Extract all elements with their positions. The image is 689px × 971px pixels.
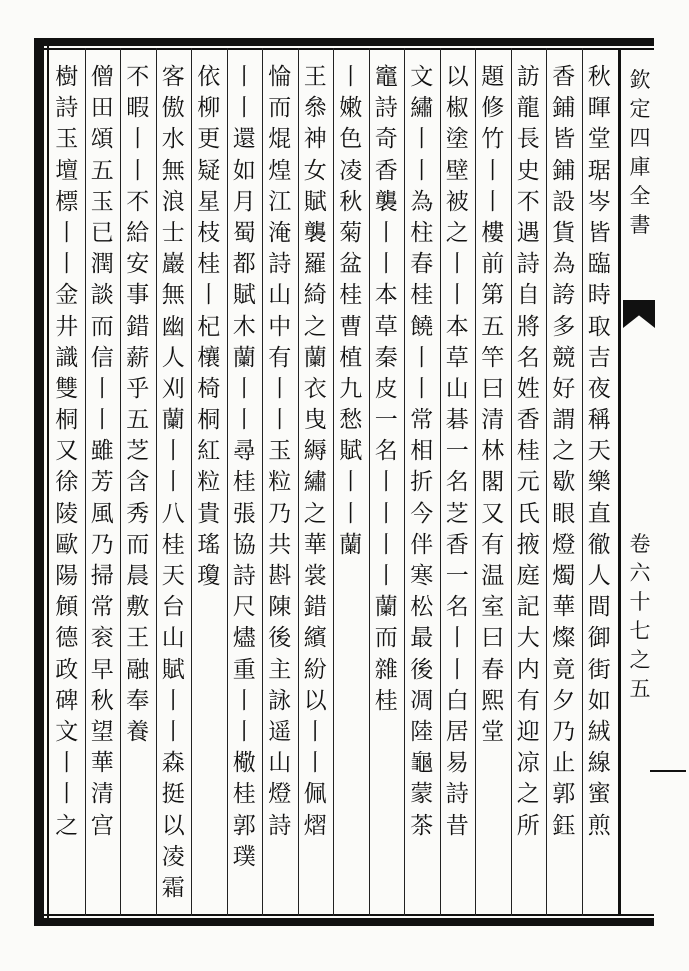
frame-bottom-border <box>34 918 654 926</box>
text-column: 樹 詩 玉 壇 標 丨 丨 金 井 識 雙 桐 又 徐 陵 歐 陽 頠 德 政 碑 文 丨 丨 之 <box>55 64 79 839</box>
text-column: 文 繡 丨 丨 為 柱 春 桂 饒 丨 丨 常 相 折 今 伴 寒 松 最 後 凋 陸 龜 蒙 茶 <box>410 64 434 839</box>
column-rule <box>333 48 334 916</box>
column-rule <box>298 48 299 916</box>
book-title: 欽 定 四 庫 全 書 <box>629 68 651 237</box>
margin-column <box>626 66 654 704</box>
text-column: 竈 詩 奇 香 襲 丨 丨 本 草 秦 皮 一 名 丨 丨 丨 丨 蘭 而 雜 桂 <box>374 64 398 714</box>
text-column: 香 鋪 皆 鋪 設 貨 為 誇 多 競 好 謂 之 歇 眼 燈 燭 華 燦 竟 夕 乃 止 郭 鈺 <box>552 64 576 839</box>
edge-mark <box>650 770 686 772</box>
text-column: 惀 而 焜 煌 江 淹 詩 山 中 有 丨 丨 玉 粒 乃 共 斟 陳 後 主 詠 遥 山 燈 詩 <box>268 64 292 839</box>
column-rule <box>262 48 263 916</box>
text-column: 僧 田 頌 五 玉 已 潤 談 而 信 丨 丨 雖 芳 風 乃 掃 常 衮 早 秋 望 華 清 宫 <box>90 64 114 839</box>
text-column: 丨 丨 還 如 月 蜀 都 賦 木 蘭 丨 丨 尋 桂 張 協 詩 尺 燼 重 丨 丨 㯳 桂 郭 璞 <box>232 64 256 870</box>
text-column: 以 椒 塗 壁 被 之 丨 丨 本 草 山 碁 一 名 芝 香 一 名 丨 丨 白 居 易 詩 昔 <box>445 64 469 839</box>
column-rule <box>369 48 370 916</box>
volume-label: 卷 六 十 七 之 五 <box>629 532 651 701</box>
column-rule <box>227 48 228 916</box>
margin-divider <box>618 50 621 916</box>
column-rule <box>156 48 157 916</box>
column-rule <box>120 48 121 916</box>
frame-top-border <box>34 38 654 46</box>
text-column: 訪 龍 長 史 不 遇 詩 自 將 名 姓 香 桂 元 氏 掖 庭 記 大 内 有 迎 凉 之 所 <box>516 64 540 839</box>
column-rule <box>582 48 583 916</box>
frame-left-inner-border <box>47 38 49 926</box>
frame-top-inner-border <box>34 48 654 50</box>
text-column: 依 柳 更 疑 星 枝 桂 丨 杞 欀 椅 桐 紅 粒 貴 瑤 瓊 <box>197 64 221 589</box>
text-column: 題 修 竹 丨 丨 樓 前 第 五 竿 曰 清 林 閣 又 有 温 室 曰 春 熙 堂 <box>481 64 505 745</box>
column-rule <box>191 48 192 916</box>
text-column: 客 傲 水 無 浪 士 巖 無 幽 人 刈 蘭 丨 丨 八 桂 天 台 山 賦 丨 丨 森 挺 以 凌 霜 <box>161 64 185 901</box>
column-rule <box>546 48 547 916</box>
column-rule <box>475 48 476 916</box>
text-column: 不 暇 丨 丨 不 給 安 事 錯 薪 乎 五 芝 含 秀 而 晨 敷 王 融 奉 養 <box>126 64 150 745</box>
text-column: 王 叅 神 女 賦 襲 羅 綺 之 蘭 衣 曳 縟 繡 之 華 裳 錯 繽 紛 以 丨 丨 佩 熠 <box>303 64 327 839</box>
column-rule <box>404 48 405 916</box>
column-rule <box>440 48 441 916</box>
text-column: 秋 暉 堂 琚 岑 皆 臨 時 取 吉 夜 稱 天 樂 直 徹 人 間 御 街 如 絨 線 蜜 煎 <box>587 64 611 839</box>
column-rule <box>85 48 86 916</box>
column-rule <box>511 48 512 916</box>
frame-bottom-inner-border <box>34 914 654 916</box>
text-column: 丨 嫩 色 凌 秋 菊 盆 桂 曹 植 九 愁 賦 丨 丨 蘭 <box>339 64 363 558</box>
frame-left-border <box>34 38 44 926</box>
